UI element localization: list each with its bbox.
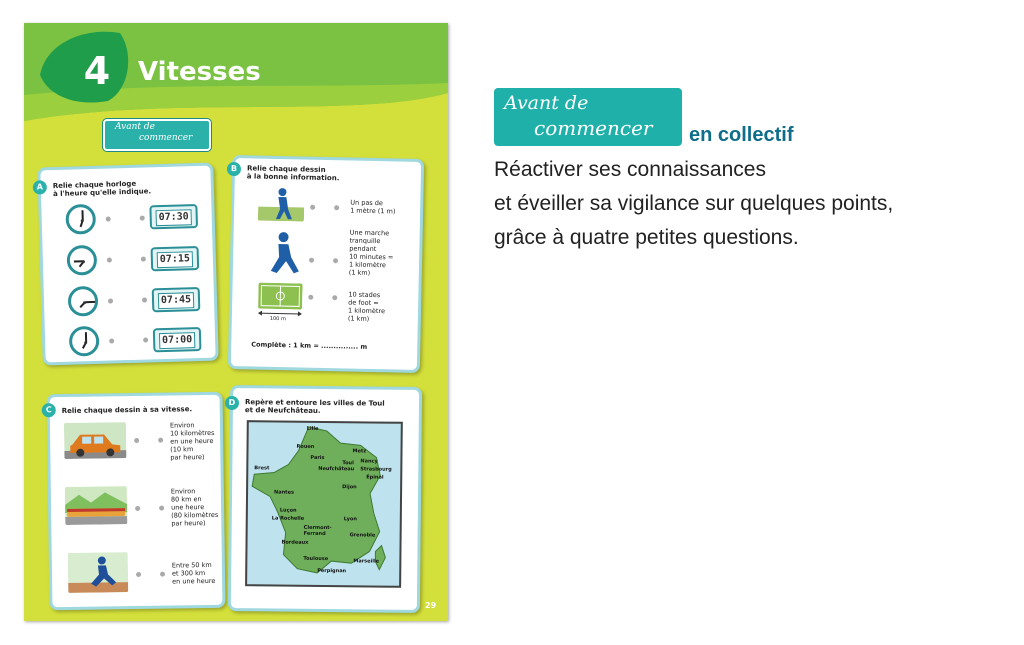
match-dot[interactable] — [134, 438, 139, 443]
digital-time: 07:15 — [157, 251, 193, 268]
walker-icon — [261, 231, 304, 276]
activity-c-speed-3-line-3: en une heure — [172, 576, 216, 586]
match-dot[interactable] — [310, 205, 315, 210]
match-dot[interactable] — [106, 216, 111, 221]
activity-a-instruction-2: à l'heure qu'elle indique. — [52, 187, 152, 199]
city-label[interactable]: Épinal — [366, 474, 384, 481]
description-line-1: Réactiver ses connaissances — [494, 158, 766, 181]
digital-time: 07:00 — [159, 332, 195, 349]
activity-b-info-2-line-3: pendant — [349, 244, 377, 254]
digital-time: 07:30 — [156, 209, 192, 226]
city-label[interactable]: Metz — [352, 448, 367, 455]
city-label[interactable]: Nantes — [274, 489, 294, 496]
city-label[interactable]: Lille — [306, 425, 319, 432]
page-number: 29 — [425, 601, 437, 610]
match-dot[interactable] — [158, 438, 163, 443]
activity-badge-c: C — [42, 403, 56, 417]
activity-b-instruction-2: à la bonne information. — [246, 172, 340, 183]
match-dot[interactable] — [142, 297, 147, 302]
chapter-title: Vitesses — [138, 57, 261, 87]
city-label[interactable]: Nancy — [360, 458, 378, 465]
activity-b-info-2-line-1: Une marche — [349, 228, 390, 238]
activity-c-speed-2-line-3: une heure — [171, 503, 205, 512]
hiker-icon — [258, 187, 305, 222]
city-label[interactable]: Toulouse — [303, 555, 329, 563]
heading-tag-line-2: commencer — [534, 116, 653, 140]
city-label[interactable]: Lyon — [343, 516, 357, 523]
activity-d-instruction-2: et de Neufchâteau. — [244, 406, 321, 415]
match-dot[interactable] — [108, 298, 113, 303]
digital-clock-icon — [149, 204, 198, 229]
heading-tag-line-1: Avant de — [504, 92, 589, 114]
activity-b-info-1-line-1: Un pas de — [350, 198, 384, 208]
activity-b-info-2-line-4: 10 minutes = — [349, 252, 394, 262]
activity-c-speed-1-line-3: en une heure — [170, 436, 214, 446]
analog-clock-icon — [69, 326, 100, 357]
activity-c-speed-3-line-1: Entre 50 km — [171, 560, 212, 570]
city-label[interactable]: Luçon — [279, 507, 297, 514]
match-dot[interactable] — [160, 572, 165, 577]
analog-clock-icon — [66, 245, 97, 276]
activity-card-c — [47, 392, 226, 610]
city-label[interactable]: Dijon — [342, 484, 357, 491]
runner-icon — [68, 552, 129, 593]
activity-badge-b: B — [227, 162, 241, 176]
city-label[interactable]: Bordeaux — [281, 539, 309, 546]
activity-b-info-3-line-3: 1 kilomètre — [347, 306, 386, 316]
activity-badge-d: D — [225, 396, 239, 410]
city-label[interactable]: La Rochelle — [271, 515, 305, 522]
city-label[interactable]: Strasbourg — [360, 466, 392, 473]
city-label[interactable]: Perpignan — [317, 567, 347, 575]
activity-a-instruction-1: Relie chaque horloge — [52, 179, 137, 191]
activity-b-info-1-line-2: 1 mètre (1 m) — [350, 206, 396, 216]
match-dot[interactable] — [141, 257, 146, 262]
avant-de-commencer-tag — [103, 119, 211, 151]
activity-card-a — [37, 163, 218, 366]
city-label[interactable]: Marseille — [353, 558, 380, 565]
match-dot[interactable] — [107, 257, 112, 262]
activity-c-speed-1-line-2: 10 kilomètres — [170, 428, 215, 438]
collective-mode-label: en collectif — [689, 124, 794, 146]
activity-b-info-3-line-2: de foot = — [348, 298, 379, 308]
activity-b-info-3-line-1: 10 stades — [348, 290, 381, 300]
match-dot[interactable] — [136, 572, 141, 577]
activity-b-info-3-line-4: (1 km) — [347, 314, 370, 323]
description-line-3: grâce à quatre petites questions. — [494, 226, 799, 249]
activity-c-speed-2-line-2: 80 km en — [170, 495, 202, 504]
activity-b-info-2-line-2: tranquille — [349, 236, 381, 246]
activity-d-instruction-1: Repère et entoure les villes de Toul — [244, 398, 385, 408]
match-dot[interactable] — [135, 506, 140, 511]
match-dot[interactable] — [309, 258, 314, 263]
activity-b-info-2-line-6: (1 km) — [348, 268, 371, 277]
city-label[interactable]: Toul — [342, 460, 354, 467]
complete-line[interactable]: Complète : 1 km = ............... m — [251, 340, 368, 351]
tag-line-1: Avant de — [115, 122, 155, 132]
textbook-page — [24, 23, 448, 621]
activity-badge-a: A — [33, 180, 47, 194]
activity-c-speed-2-line-5: par heure) — [171, 519, 206, 528]
city-label[interactable]: Brest — [254, 465, 270, 472]
activity-c-instruction: Relie chaque dessin à sa vitesse. — [61, 405, 193, 416]
match-dot[interactable] — [159, 506, 164, 511]
activity-c-speed-1-line-4: (10 km — [170, 445, 194, 454]
activity-b-instruction-1: Relie chaque dessin — [246, 164, 326, 174]
city-label[interactable]: Paris — [310, 454, 325, 461]
city-label[interactable]: Grenoble — [349, 532, 376, 539]
avant-de-commencer-heading-tag — [494, 88, 682, 146]
activity-c-speed-1-line-1: Environ — [169, 421, 195, 430]
city-label[interactable]: Neufchâteau — [318, 465, 355, 473]
city-label[interactable]: Rouen — [296, 443, 315, 450]
activity-b-info-2-line-5: 1 kilomètre — [348, 260, 387, 270]
france-map — [245, 420, 403, 588]
activity-c-speed-2-line-4: (80 kilomètres — [171, 510, 219, 520]
digital-clock-icon — [153, 327, 202, 352]
train-icon — [65, 486, 128, 525]
field-length-label: 100 m — [269, 315, 286, 323]
description-line-2: et éveiller sa vigilance sur quelques points, — [494, 192, 894, 215]
match-dot[interactable] — [308, 295, 313, 300]
football-field-icon — [258, 283, 303, 310]
car-icon — [64, 422, 126, 459]
digital-clock-icon — [152, 287, 201, 312]
match-dot[interactable] — [334, 205, 339, 210]
activity-c-speed-3-line-2: et 300 km — [171, 569, 206, 578]
analog-clock-icon — [65, 204, 96, 235]
match-dot[interactable] — [143, 337, 148, 342]
digital-time: 07:45 — [158, 292, 194, 309]
digital-clock-icon — [151, 246, 200, 271]
analog-clock-icon — [68, 286, 99, 317]
activity-c-speed-1-line-5: par heure) — [170, 453, 205, 462]
chapter-number: 4 — [83, 49, 111, 93]
activity-c-speed-2-line-1: Environ — [170, 487, 196, 496]
match-dot[interactable] — [109, 338, 114, 343]
match-dot[interactable] — [332, 295, 337, 300]
match-dot[interactable] — [140, 216, 145, 221]
activity-card-b — [228, 155, 424, 373]
city-label[interactable]: Clermont-Ferrand — [303, 524, 332, 538]
activity-card-d — [228, 385, 422, 613]
tag-line-2: commencer — [139, 133, 193, 143]
match-dot[interactable] — [333, 258, 338, 263]
